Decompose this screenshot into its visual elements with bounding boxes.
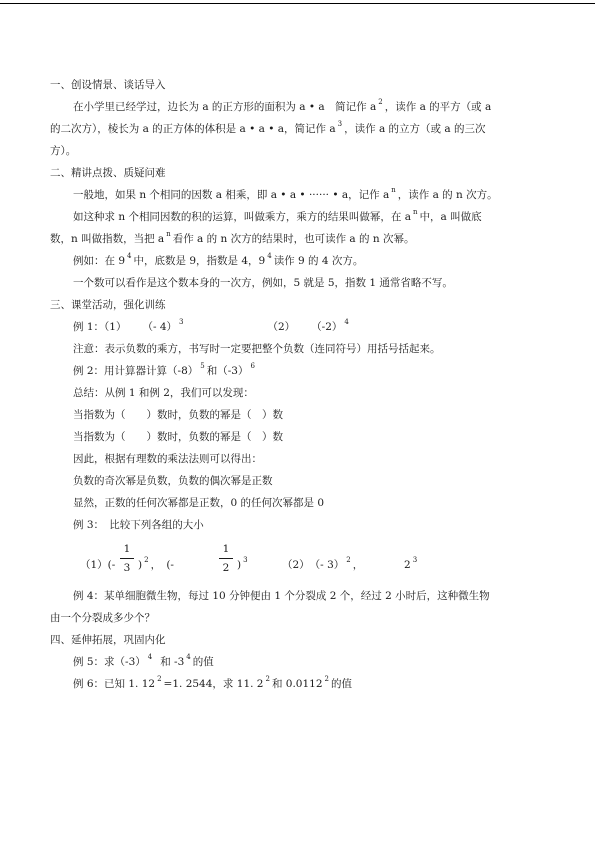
concept-example: 例如：在 9 $^4$ 中，底数是 9，指数是 4，9 $^4$ 读作 9 的 4 次方。 — [73, 252, 364, 267]
example-4-line-1: 例 4：某单细胞微生物，每过 10 分钟便由 1 个分裂成 2 个，经过 2 小时后，这种微生物 — [73, 590, 490, 602]
example-3-part-1b: ) $^2$ ， (- — [138, 556, 174, 571]
rule-line-2: 当指数为（ ）数时，负数的幂是（ ）数 — [73, 431, 283, 443]
example-3-part-2: （2） （- 3） $^2$ ， — [282, 556, 364, 571]
section-heading-4: 四、延伸拓展，巩固内化 — [50, 634, 166, 646]
example-1: 例 1：（1） （- 4） $^3$ （2） （-2） $^4$ — [73, 318, 349, 333]
example-3-part-2c: 2 $^3$ — [404, 556, 418, 571]
therefore-line: 因此，根据有理数的乘法法则可以得出： — [73, 453, 262, 465]
example-3-part-1d: ) $^3$ — [237, 556, 248, 571]
intro-line-1: 在小学里已经学过，边长为 a 的正方形的面积为 a • a 简记作 a $^2$ ，读作 a 的平方（或 a — [73, 98, 492, 113]
concept-line-1: 一般地，如果 n 个相同的因数 a 相乘，即 a • a • ······ • a，记作 a $^n$ ，读作 a 的 n 次方。 — [73, 186, 498, 201]
concept-line-2: 如这种求 n 个相同因数的积的运算，叫做乘方，乘方的结果叫做幂，在 a $^n$ 中，a 叫做底 — [73, 208, 482, 223]
example-6: 例 6：已知 1. 12 $^2$ =1. 2544，求 11. 2 $^2$ 和 0.0112 $^2$ 的值 — [73, 675, 352, 690]
concept-line-3: 数，n 叫做指数，当把 a $^n$ 看作 a 的 n 次方的结果时，也可读作 a 的 n 次幂。 — [50, 230, 415, 245]
section-heading-2: 二、精讲点拨、质疑问难 — [50, 167, 166, 179]
note-line: 注意：表示负数的乘方，书写时一定要把整个负数（连同符号）用括号括起来。 — [73, 343, 441, 355]
positive-rule: 显然，正数的任何次幂都是正数，0 的任何次幂都是 0 — [73, 497, 325, 509]
example-4-line-2: 由一个分裂成多少个？ — [50, 612, 155, 624]
summary-line: 总结：从例 1 和例 2，我们可以发现： — [73, 387, 254, 399]
example-2: 例 2：用计算器计算（-8） $^5$ 和（-3） $^6$ — [73, 362, 255, 377]
odd-even-rule: 负数的奇次幂是负数，负数的偶次幂是正数 — [73, 475, 273, 487]
example-3-part-1a: （1）(- — [80, 559, 116, 571]
rule-line-1: 当指数为（ ）数时，负数的幂是（ ）数 — [73, 409, 283, 421]
page-top-border — [0, 3, 595, 4]
section-heading-3: 三、课堂活动，强化训练 — [50, 299, 166, 311]
example-3-heading: 例 3： 比较下列各组的大小 — [73, 519, 204, 531]
fraction-one-half: 1 2 — [219, 542, 233, 575]
intro-line-2: 的二次方），棱长为 a 的正方体的体积是 a • a • a，简记作 a $^3$ ，读作 a 的立方（或 a 的三次 — [50, 120, 486, 135]
intro-line-3: 方）。 — [50, 145, 77, 157]
example-5: 例 5：求（-3） $^4$ 和 -3 $^4$ 的值 — [73, 653, 214, 668]
fraction-one-third: 1 3 — [120, 542, 134, 575]
section-heading-1: 一、创设情景、谈话导入 — [50, 79, 166, 91]
concept-line-5: 一个数可以看作是这个数本身的一次方，例如，5 就是 5，指数 1 通常省略不写。 — [73, 277, 453, 289]
